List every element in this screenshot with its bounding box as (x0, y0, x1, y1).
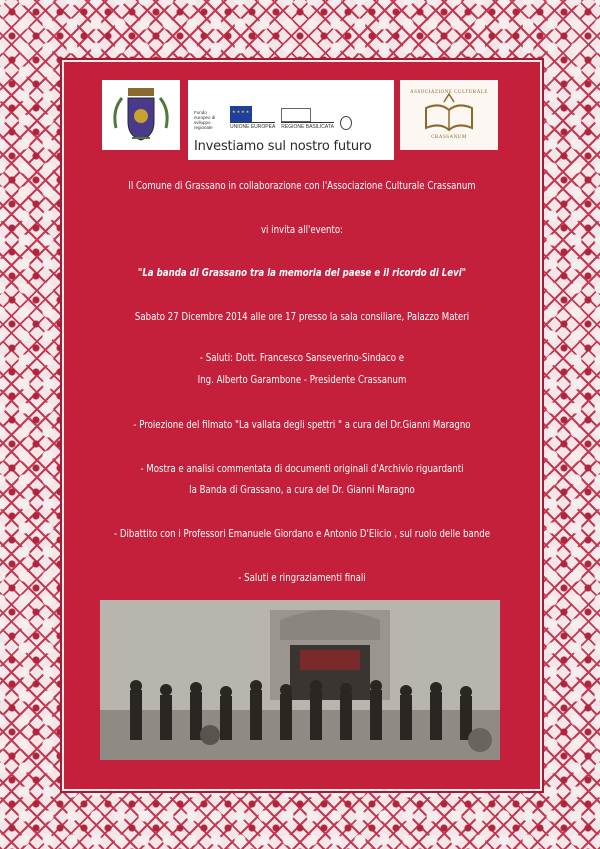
intro-line: Il Comune di Grassano in collaborazione con l'Associazione Culturale Crassanum (128, 180, 476, 192)
closing-line: - Saluti e ringraziamenti finali (238, 572, 366, 584)
italian-republic-emblem-icon (340, 116, 352, 130)
eu-flag-icon (230, 106, 252, 122)
fondo-text: Fondo europeo di sviluppo regionale (194, 110, 216, 130)
eu-funding-logo (188, 80, 394, 160)
logo-bar (102, 80, 498, 160)
greetings-line-2: Ing. Alberto Garambone - Presidente Crassanum (197, 374, 407, 386)
exhibit-line-2: la Banda di Grassano, a cura del Dr. Gianni Maragno (189, 484, 415, 496)
invites-line: vi invita all'evento: (260, 224, 344, 236)
crest-logo (102, 80, 180, 150)
region-label: REGIONE BASILICATA (281, 124, 334, 130)
debate-line: - Dibattito con i Professori Emanuele Giordano e Antonio D'Elicio , sul ruolo delle bande (114, 528, 490, 540)
exhibit-line-1: - Mostra e analisi commentata di documenti originali d'Archivio riguardanti (140, 463, 464, 475)
eu-union-label: UNIONE EUROPEA (230, 124, 276, 130)
association-title: CRASSANUM (431, 135, 467, 140)
slogan: Investiamo sul nostro futuro (194, 139, 372, 154)
band-photo-icon (100, 600, 500, 760)
event-title: "La banda di Grassano tra la memoria del paese e il ricordo di Levi" (137, 267, 467, 279)
film-line: - Proiezione del filmato "La vallata degli spettri " a cura del Dr.Gianni Maragno (133, 419, 471, 431)
greetings-line-1: - Saluti: Dott. Francesco Sanseverino-Sindaco e (199, 352, 405, 364)
band-photo (100, 600, 500, 760)
grassano-crest-icon (102, 80, 180, 150)
association-logo (400, 80, 498, 150)
basilicata-logo-icon (281, 108, 311, 122)
event-date: Sabato 27 Dicembre 2014 alle ore 17 presso la sala consiliare, Palazzo Materi (134, 311, 470, 323)
association-name: ASSOCIAZIONE CULTURALE (410, 90, 488, 95)
